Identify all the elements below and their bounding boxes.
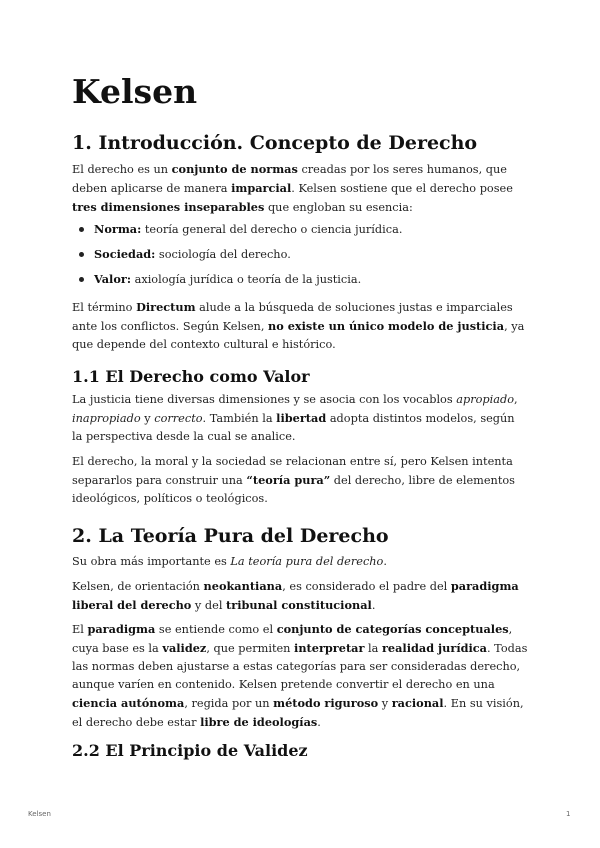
page-title: Kelsen — [72, 72, 198, 111]
list-item: Norma: teoría general del derecho o ciencia jurídica. — [72, 220, 528, 245]
section-1-paragraph-2: El término Directum alude a la búsqueda de soluciones justas e imparciales ante los conflictos. Según Kelsen, no existe un único modelo de justicia, ya que depende del contexto cultural e histórico. — [72, 300, 525, 351]
bullet-icon — [79, 227, 84, 232]
page-number: 1 — [566, 810, 571, 818]
list-item: Valor: axiología jurídica o teoría de la justicia. — [72, 270, 528, 295]
section-2-heading: 2. La Teoría Pura del Derecho — [72, 525, 389, 547]
section-2-paragraph-2: Kelsen, de orientación neokantiana, es considerado el padre del paradigma liberal del derecho y del tribunal constitucional. — [72, 579, 519, 612]
section-2-paragraph-3: El paradigma se entiende como el conjunto de categorías conceptuales, cuya base es la validez, que permiten interpretar la realidad jurídica. Todas las normas deben ajustarse a estas categorías para ser consideradas derecho, aunque varíen en contenido. Kelsen pretende convertir el derecho en una ciencia autónoma, regida por un método riguroso y racional. En su visión, el derecho debe estar libre de ideologías. — [72, 622, 528, 729]
section-1-1-paragraph-1: La justicia tiene diversas dimensiones y se asocia con los vocablos apropiado, inapropiado y correcto. También la libertad adopta distintos modelos, según la perspectiva desde la cual se analice. — [72, 393, 518, 443]
section-2-2-heading: 2.2 El Principio de Validez — [72, 741, 308, 760]
footer-title: Kelsen — [28, 810, 51, 818]
section-2-paragraph-1: Su obra más importante es La teoría pura del derecho. — [72, 555, 387, 568]
section-1-1-paragraph-2: El derecho, la moral y la sociedad se relacionan entre sí, pero Kelsen intenta separarlos para construir una “teoría pura” del derecho, libre de elementos ideológicos, políticos o teológicos. — [72, 455, 515, 505]
dimensions-list — [72, 220, 528, 295]
section-1-heading: 1. Introducción. Concepto de Derecho — [72, 132, 478, 154]
section-1-1-heading: 1.1 El Derecho como Valor — [72, 367, 310, 386]
section-1-paragraph-1: El derecho es un conjunto de normas creadas por los seres humanos, que deben aplicarse de manera imparcial. Kelsen sostiene que el derecho posee tres dimensiones inseparables que engloban su esencia: — [72, 162, 513, 214]
list-item: Sociedad: sociología del derecho. — [72, 245, 528, 270]
bullet-icon — [79, 252, 84, 257]
bullet-icon — [79, 277, 84, 282]
